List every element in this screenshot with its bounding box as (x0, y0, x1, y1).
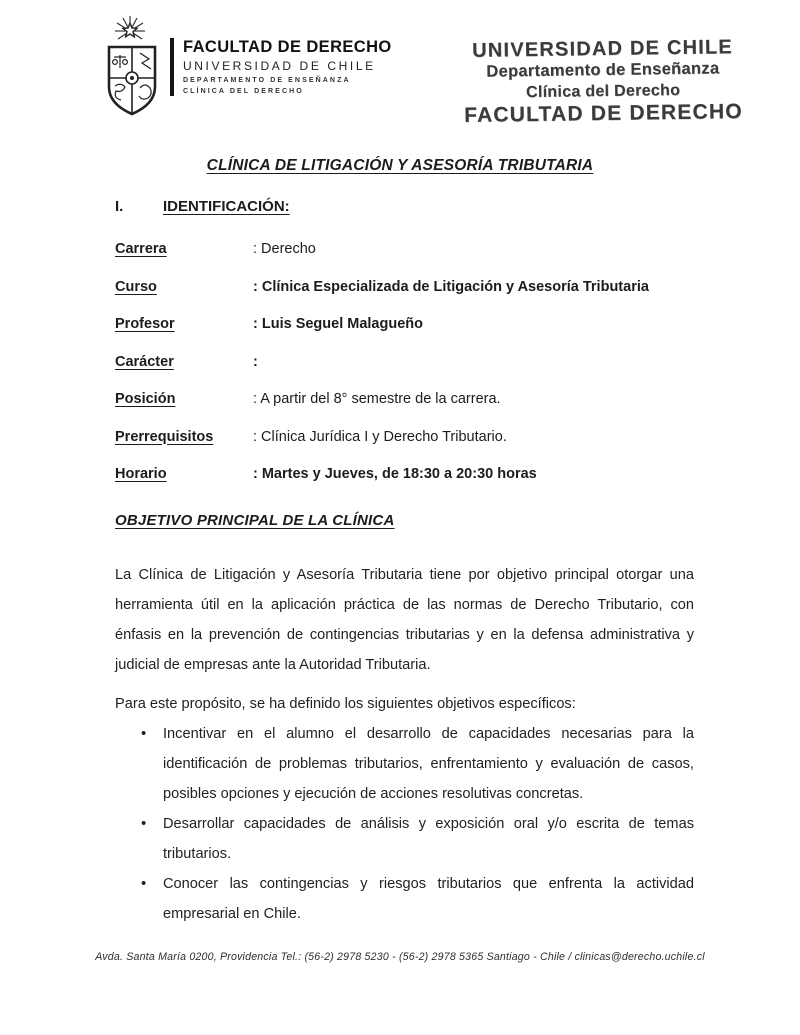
objective-section (115, 512, 694, 929)
list-item: • Incentivar en el alumno el desarrollo de capacidades necesarias para la identificación de problemas tributarios, enfrentamiento y evaluación de casos, posibles opciones y ejecución de acciones resolutivas concretas. (115, 719, 694, 809)
footer-address: Avda. Santa María 0200, Providencia Tel.: (56-2) 2978 5230 - (56-2) 2978 5365 Santiago - Chile / clinicas@derecho.uchile.cl (95, 951, 705, 963)
logo-department-line: DEPARTAMENTO DE ENSEÑANZA (183, 77, 351, 84)
field-row-horario (115, 466, 695, 482)
field-row-posicion (115, 391, 695, 407)
logo-clinic-line: CLÍNICA DEL DERECHO (183, 88, 304, 95)
section-title: IDENTIFICACIÓN: (163, 198, 290, 215)
logo-text-block (170, 38, 392, 96)
logo-faculty-name: FACULTAD DE DERECHO (183, 38, 392, 56)
field-row-curso (115, 279, 695, 295)
stamp-clinic-line: Clínica del Derecho (525, 81, 681, 102)
field-value: : A partir del 8° semestre de la carrera. (253, 391, 501, 407)
objective-heading: OBJETIVO PRINCIPAL DE LA CLÍNICA (115, 512, 395, 529)
specific-objectives-intro: Para este propósito, se ha definido los siguientes objetivos específicos: (115, 696, 576, 712)
specific-objectives-list (115, 719, 694, 929)
logo-university-name: UNIVERSIDAD DE CHILE (183, 59, 376, 73)
stamp-university-name: UNIVERSIDAD DE CHILE (472, 36, 734, 62)
field-row-prerrequisitos (115, 429, 695, 445)
field-value: : Luis Seguel Malagueño (253, 316, 423, 332)
field-label: Curso (115, 278, 157, 295)
field-label: Prerrequisitos (115, 428, 214, 445)
stamp-department-line: Departamento de Enseñanza (486, 59, 720, 81)
faculty-logo (104, 14, 392, 124)
list-item: • Desarrollar capacidades de análisis y exposición oral y/o escrita de temas tributarios. (115, 809, 694, 869)
field-value: : Derecho (253, 241, 316, 257)
field-row-caracter (115, 354, 695, 370)
list-item: • Conocer las contingencias y riesgos tributarios que enfrenta la actividad empresarial en Chile. (115, 869, 694, 929)
section-numeral: I. (115, 198, 124, 215)
field-value: : Clínica Especializada de Litigación y Asesoría Tributaria (253, 278, 649, 295)
objective-paragraph: La Clínica de Litigación y Asesoría Tributaria tiene por objetivo principal otorgar una herramienta útil en la aplicación práctica de las normas de Derecho Tributario, con énfasis en la prevención de contingencias tributarias y en la defensa administrativa y judicial de empresas ante la Autoridad Tributaria. (115, 567, 694, 673)
section-heading (115, 198, 695, 215)
page-title: CLÍNICA DE LITIGACIÓN Y ASESORÍA TRIBUTARIA (206, 157, 594, 174)
field-label: Carácter (115, 353, 174, 370)
university-crest-icon (104, 14, 164, 124)
stamp-faculty-name: FACULTAD DE DERECHO (463, 100, 743, 127)
field-label: Posición (115, 391, 176, 407)
header-stamp (439, 36, 766, 129)
field-label: Profesor (115, 316, 175, 332)
field-label: Horario (115, 466, 167, 482)
identification-section (115, 198, 695, 504)
field-value: : (253, 353, 258, 370)
field-value: : Martes y Jueves, de 18:30 a 20:30 horas (253, 466, 537, 482)
field-row-profesor (115, 316, 695, 332)
field-value: : Clínica Jurídica I y Derecho Tributario. (253, 428, 507, 445)
field-row-carrera (115, 241, 695, 257)
field-label: Carrera (115, 241, 167, 257)
